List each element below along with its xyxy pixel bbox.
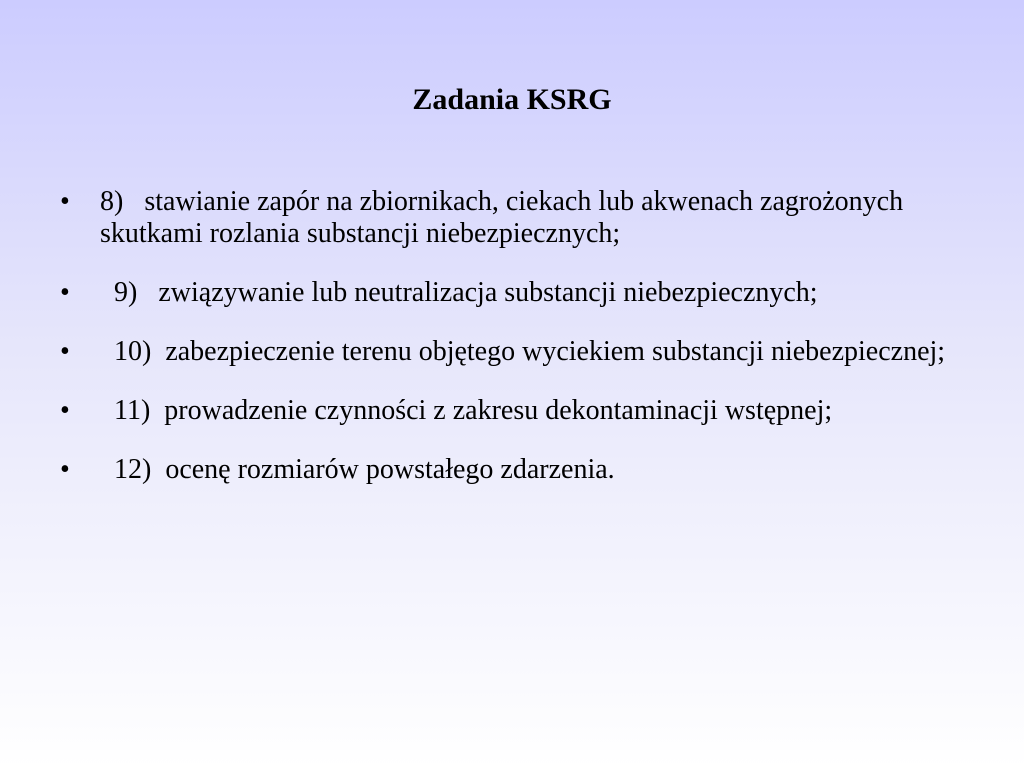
bullet-icon: • <box>60 336 70 367</box>
item-text: prowadzenie czynności z zakresu dekontaminacji wstępnej; <box>164 395 833 426</box>
item-text: wiązywanie lub neutralizacja substancji niebezpiecznych; <box>170 277 818 308</box>
bullet-icon: • <box>60 277 70 308</box>
item-number: 8) <box>100 186 124 217</box>
item-text: zabezpieczenie terenu objętego wyciekiem substancji niebezpiecznej; <box>165 336 946 367</box>
item-number: 11) <box>100 395 151 426</box>
list-item: • 9) związywanie lub neutralizacja substancji niebezpiecznych; <box>60 277 818 308</box>
bullet-list <box>56 186 956 513</box>
list-item <box>56 454 956 486</box>
bullet-icon: • <box>60 454 70 485</box>
item-number: 12) <box>100 454 152 485</box>
item-text: stawianie zapór na zbiornikach, ciekach lub akwenach zagrożonych skutkami rozlania substancji niebezpiecznych; <box>100 186 904 249</box>
item-text: ocenę rozmiarów powstałego zdarzenia. <box>165 454 615 485</box>
item-number: 10) <box>100 336 152 367</box>
list-item <box>56 395 956 427</box>
list-item <box>56 186 956 250</box>
list-item <box>56 336 956 368</box>
slide-title: Zadania KSRG <box>412 83 612 116</box>
item-number: 9) <box>100 277 138 308</box>
bullet-icon: • <box>60 186 70 217</box>
bullet-icon: • <box>60 395 70 426</box>
